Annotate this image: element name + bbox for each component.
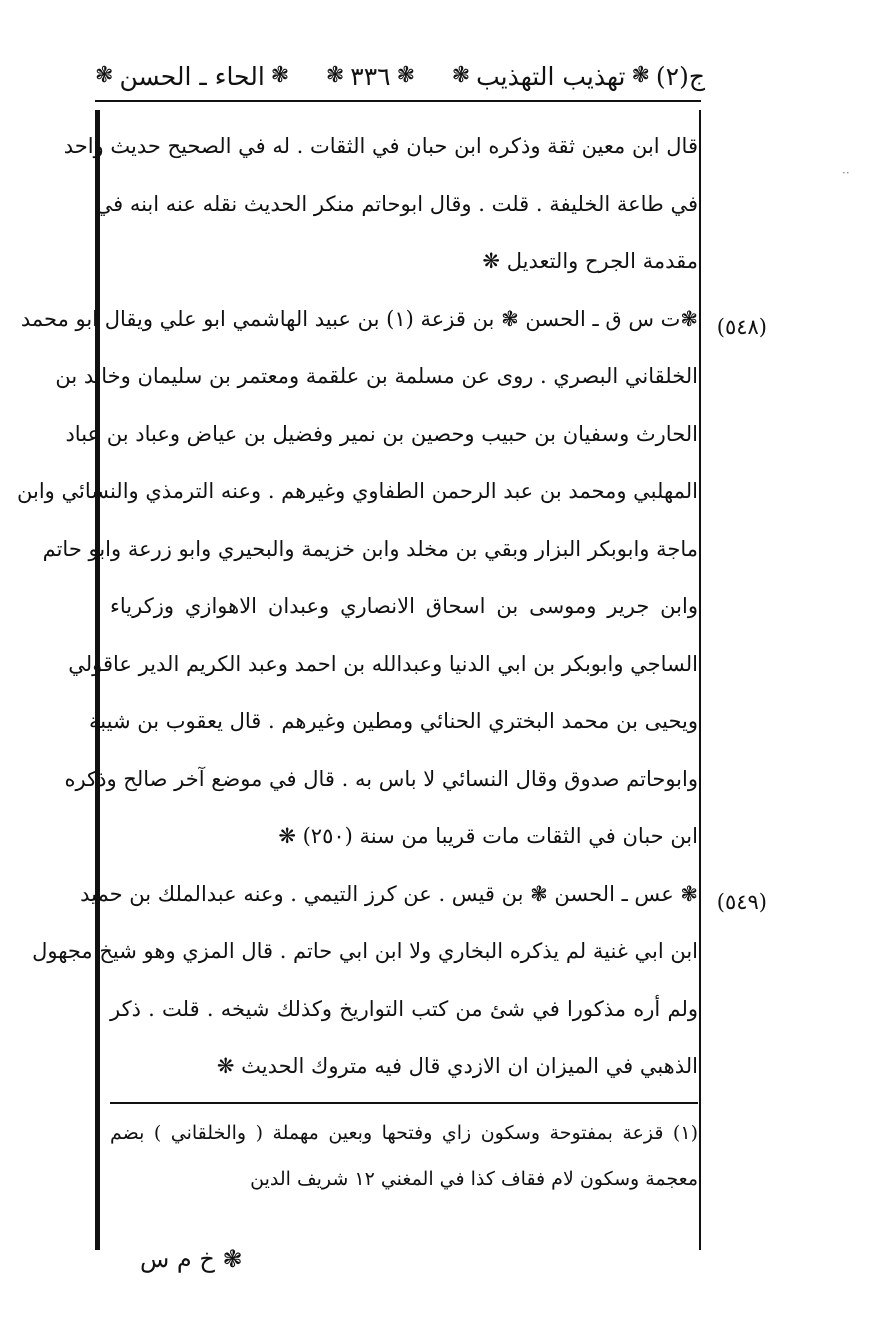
ornament-icon: ❃ <box>325 63 345 88</box>
text-line: ابن حبان في الثقات مات قريبا من سنة (٢٥٠) ❋ <box>278 824 698 848</box>
sigla: ❃ خ م س <box>140 1245 243 1273</box>
header-volume-title <box>452 62 705 91</box>
footnote <box>110 1110 698 1202</box>
header-divider <box>95 100 701 102</box>
text-line: ❃ عس ـ الحسن ❃ بن قيس . عن كرز التيمي . وعنه عبدالملك بن حميد <box>80 881 698 906</box>
ornament-icon: ❃ <box>451 63 471 88</box>
footnote-divider <box>110 1102 698 1104</box>
entry-number: (٥٤٨) <box>716 315 767 339</box>
text-line: ابن ابي غنية لم يذكره البخاري ولا ابن ابي حاتم . قال المزي وهو شيخ مجهول <box>32 939 698 963</box>
text-line: الساجي وابوبكر بن ابي الدنيا وعبدالله بن احمد وعبد الكريم الدير عاقولي <box>68 651 698 676</box>
text-line: قال ابن معين ثقة وذكره ابن حبان في الثقات . له في الصحيح حديث واحد <box>63 134 698 158</box>
footnote-line: (١) قزعة بمفتوحة وسكون زاي وفتحها وبعين مهملة ( والخلقاني ) بضم <box>110 1122 698 1144</box>
entry-number: (٥٤٩) <box>716 890 767 914</box>
page-number: ٣٣٦ <box>350 61 391 91</box>
ornament-icon: ❃ <box>270 63 290 88</box>
text-line: الذهبي في الميزان ان الازدي قال فيه متروك الحديث ❋ <box>216 1054 698 1078</box>
book-title: تهذيب التهذيب <box>476 61 626 91</box>
header-page-number <box>326 62 415 91</box>
text-line: ❃ت س ق ـ الحسن ❃ بن قزعة (١) بن عبيد الهاشمي ابو علي ويقال ابو محمد <box>20 306 698 331</box>
text-line: ويحيى بن محمد البختري الحنائي ومطين وغيرهم . قال يعقوب بن شيبة <box>89 709 698 733</box>
text-line: المهلبي ومحمد بن عبد الرحمن الطفاوي وغيرهم . وعنه الترمذي والنسائي وابن <box>17 479 698 503</box>
text-line: مقدمة الجرح والتعديل ❋ <box>482 249 698 273</box>
main-text <box>17 118 698 1096</box>
scan-speck: ·· <box>842 166 850 180</box>
header-section <box>95 62 289 91</box>
text-line: الخلقاني البصري . روى عن مسلمة بن علقمة ومعتمر بن سليمان وخالد بن <box>55 364 698 388</box>
footnote-line: معجمة وسكون لام فقاف كذا في المغني ١٢ شريف الدين <box>250 1168 698 1190</box>
text-line: وابوحاتم صدوق وقال النسائي لا باس به . قال في موضع آخر صالح وذكره <box>64 766 698 791</box>
text-line: الحارث وسفيان بن حبيب وحصين بن نمير وفضيل بن عياض وعباد بن عباد <box>65 421 698 446</box>
section-title: الحاء ـ الحسن <box>119 61 265 91</box>
ornament-icon: ❃ <box>631 63 650 88</box>
text-line: في طاعة الخليفة . قلت . وقال ابوحاتم منكر الحديث نقله عنه ابنه في <box>95 191 698 216</box>
ornament-icon: ❃ <box>95 63 114 88</box>
running-header <box>95 56 705 96</box>
text-line: ماجة وابوبكر البزار وبقي بن مخلد وابن خزيمة والبحيري وابو زرعة وابو حاتم <box>42 536 698 561</box>
volume-label: ج(٢) <box>655 61 705 91</box>
text-line: وابن جرير وموسى بن اسحاق الانصاري وعبدان الاهوازي وزكرياء <box>110 594 698 618</box>
text-line: ولم أره مذكورا في شئ من كتب التواريخ وكذلك شيخه . قلت . ذكر <box>110 996 698 1021</box>
ornament-icon: ❃ <box>396 63 416 88</box>
